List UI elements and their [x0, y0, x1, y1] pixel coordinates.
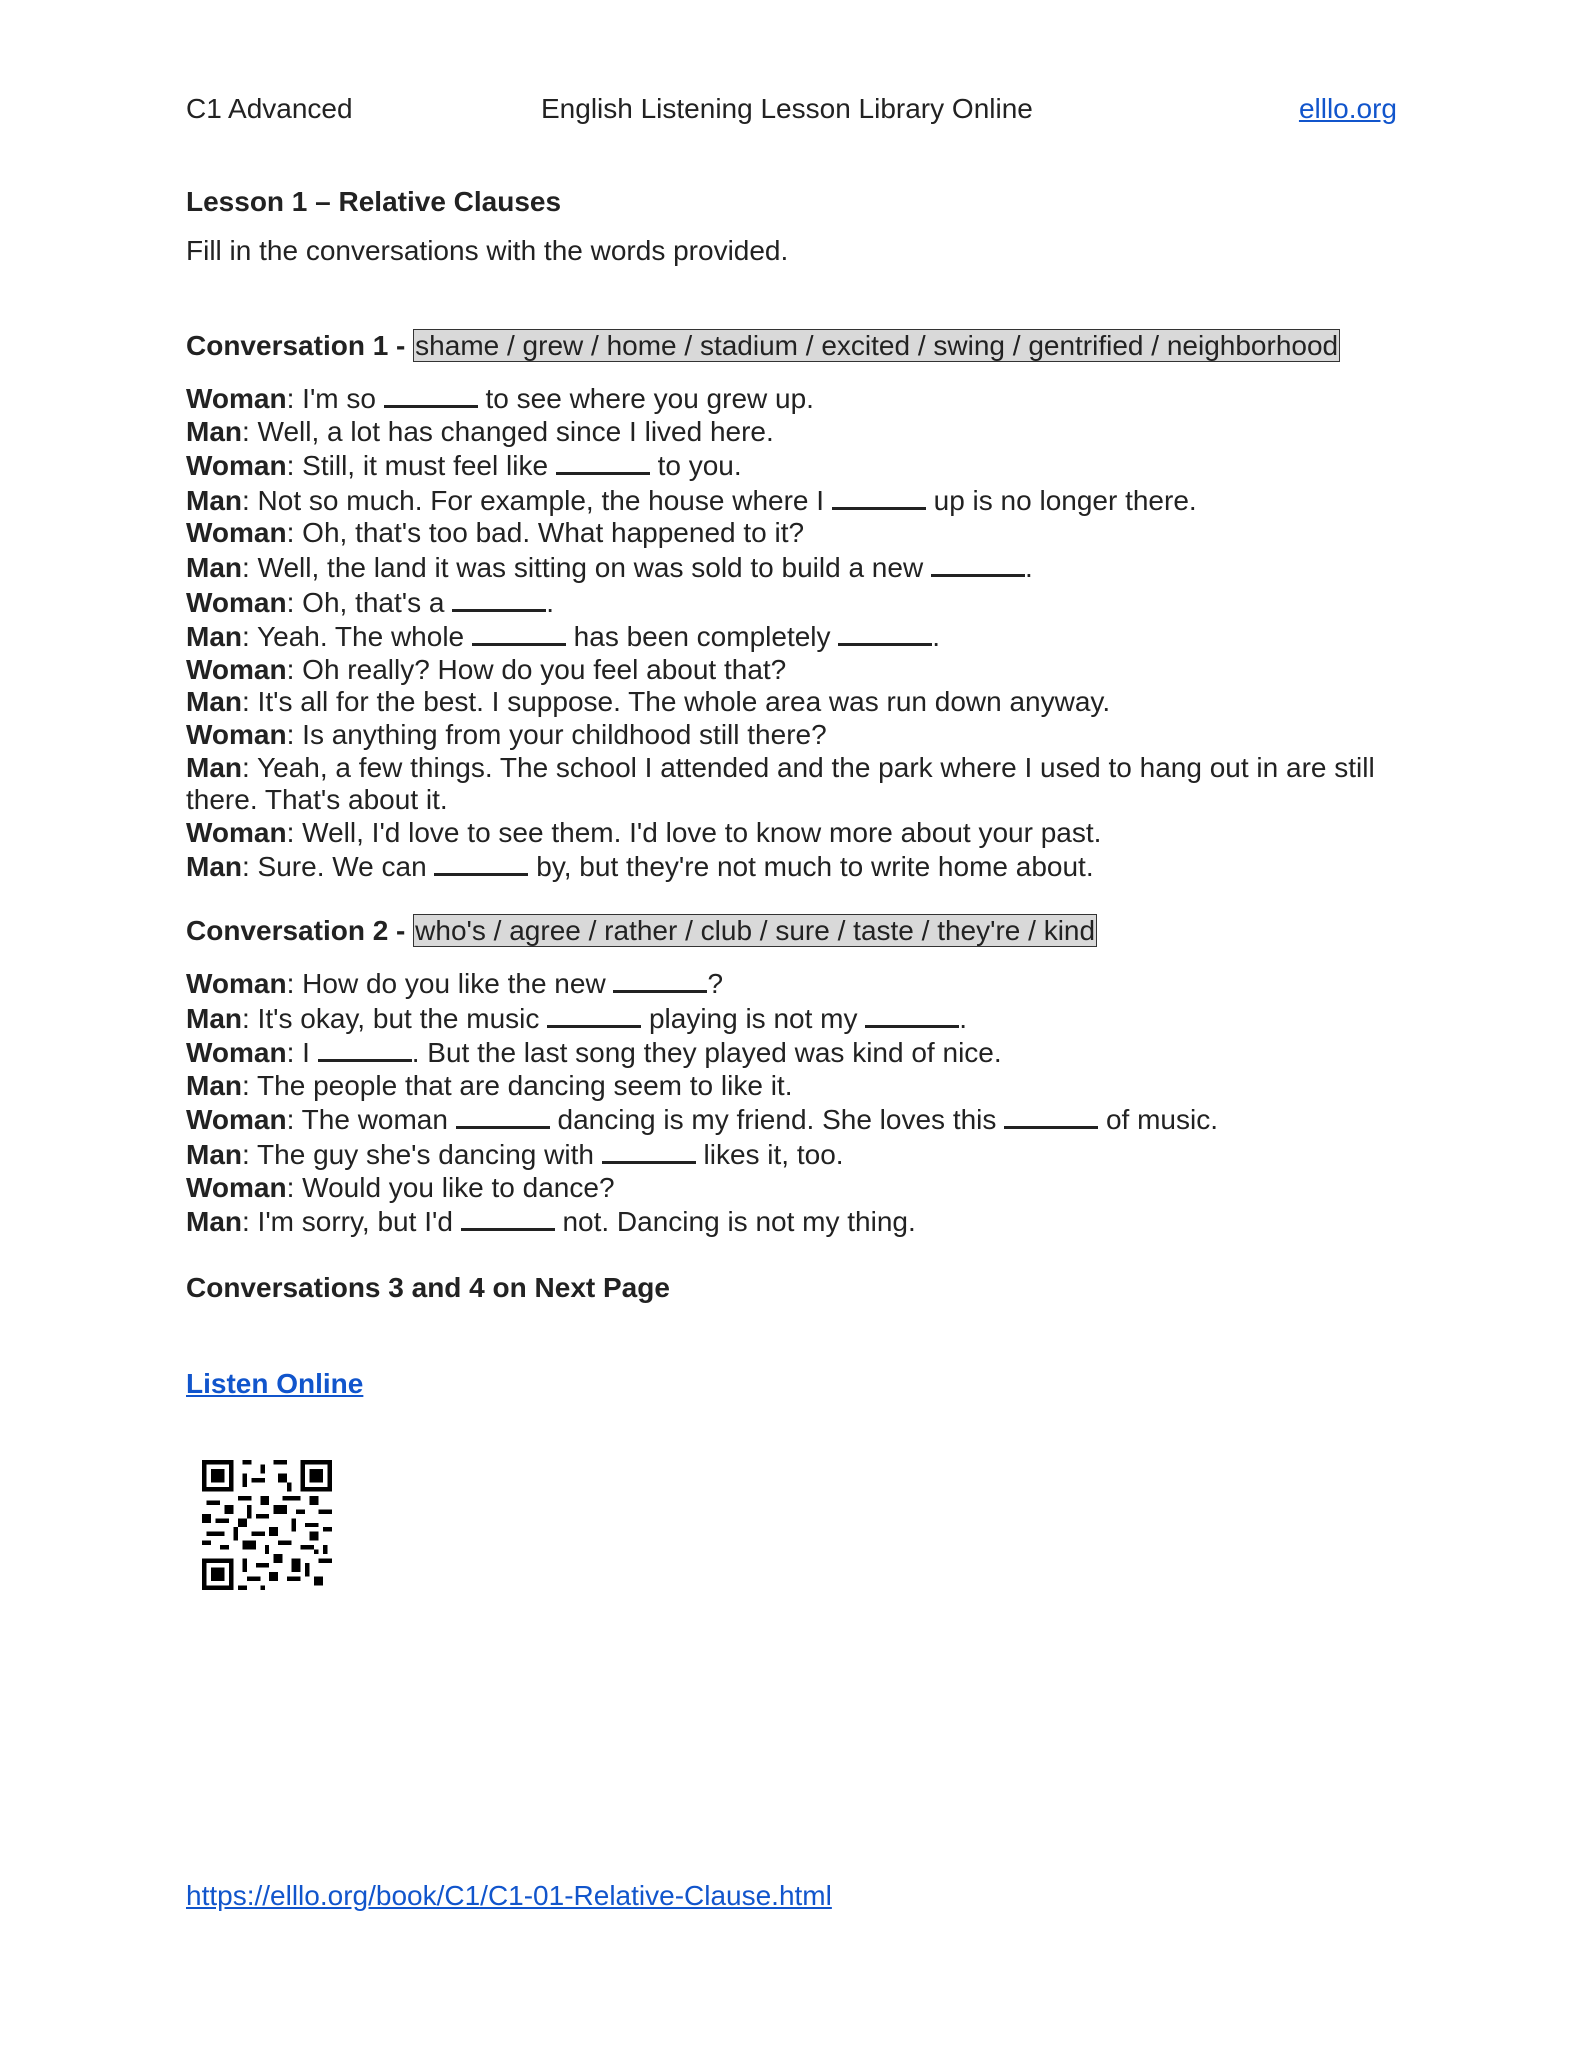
speaker-label: Man [186, 1069, 242, 1101]
line-text: : Not so much. For example, the house where I [242, 484, 832, 516]
speaker-label: Woman [186, 1104, 287, 1136]
answer-blank[interactable] [1004, 1102, 1098, 1129]
answer-blank[interactable] [461, 1204, 555, 1231]
dialogue-line [186, 416, 1386, 449]
conversation-1-dialogue [186, 381, 1386, 884]
dialogue-line [186, 550, 1386, 585]
conversation-1-heading [186, 330, 1340, 362]
line-text: of music. [1098, 1104, 1218, 1136]
line-text: : It's all for the best. I suppose. The whole area was run down anyway. [242, 686, 1111, 718]
dialogue-line [186, 1204, 1386, 1239]
speaker-label: Man [186, 484, 242, 516]
line-text: . [1024, 551, 1033, 583]
dialogue-line [186, 752, 1386, 817]
line-text: : The woman [286, 1104, 456, 1136]
line-text: : I'm so [286, 383, 384, 414]
speaker-label: Man [186, 1002, 242, 1034]
dialogue-line [186, 1172, 1386, 1205]
answer-blank[interactable] [318, 1035, 412, 1062]
site-link[interactable]: elllo.org [1298, 93, 1397, 124]
line-text: to you. [649, 450, 742, 482]
dialogue-line [186, 381, 1386, 416]
listen-online-link[interactable]: Listen Online [186, 1368, 364, 1399]
dialogue-line [186, 1102, 1386, 1137]
speaker-label: Man [186, 621, 242, 653]
dialogue-line [186, 448, 1386, 483]
line-text: : Yeah. The whole [242, 621, 472, 653]
line-text: . But the last song they played was kind of nice. [411, 1037, 1002, 1069]
answer-blank[interactable] [456, 1102, 550, 1129]
dialogue-line [186, 817, 1386, 850]
answer-blank[interactable] [384, 381, 478, 408]
lesson-title: Lesson 1 – Relative Clauses [186, 186, 562, 217]
speaker-label: Man [186, 1206, 242, 1238]
line-text: : Oh, that's too bad. What happened to it? [286, 517, 805, 549]
library-title: English Listening Lesson Library Online [541, 93, 1033, 124]
speaker-label: Man [186, 751, 242, 783]
dialogue-line [186, 585, 1386, 620]
line-text: has been completely [565, 621, 839, 653]
instructions: Fill in the conversations with the words provided. [186, 235, 789, 266]
line-text: : How do you like the new [286, 968, 614, 999]
line-text: : Yeah, a few things. The school I attended and the park where I used to hang out in are still there. That's about it. [186, 751, 1375, 816]
dialogue-line [186, 849, 1386, 884]
speaker-label: Woman [186, 816, 287, 848]
answer-blank[interactable] [602, 1137, 696, 1164]
line-text: : Is anything from your childhood still there? [286, 718, 827, 750]
answer-blank[interactable] [865, 1001, 959, 1028]
dialogue-line [186, 483, 1386, 518]
dialogue-line [186, 619, 1386, 654]
answer-blank[interactable] [832, 483, 926, 510]
line-text: not. Dancing is not my thing. [554, 1206, 916, 1238]
line-text: likes it, too. [695, 1138, 844, 1170]
conversation-1-label: Conversation 1 - [186, 330, 406, 361]
dialogue-line [186, 966, 1386, 1001]
dialogue-line [186, 654, 1386, 687]
speaker-label: Woman [186, 383, 287, 414]
speaker-label: Man [186, 415, 242, 447]
conversation-2-heading [186, 915, 1097, 947]
line-text: : Would you like to dance? [286, 1171, 615, 1203]
speaker-label: Woman [186, 1037, 287, 1069]
line-text: : Well, the land it was sitting on was sold to build a new [242, 551, 931, 583]
line-text: to see where you grew up. [477, 383, 814, 414]
conversation-1-word-bank: shame / grew / home / stadium / excited / swing / gentrified / neighborhood [415, 330, 1339, 361]
level-label: C1 Advanced [186, 93, 353, 124]
line-text: dancing is my friend. She loves this [549, 1104, 1005, 1136]
answer-blank[interactable] [472, 619, 566, 646]
line-text: : Still, it must feel like [286, 450, 556, 482]
conversation-2-label: Conversation 2 - [186, 915, 406, 946]
dialogue-line [186, 1035, 1386, 1070]
dialogue-line [186, 1001, 1386, 1036]
line-text: playing is not my [641, 1002, 866, 1034]
line-text: . [959, 1002, 968, 1034]
dialogue-line [186, 1137, 1386, 1172]
line-text: ? [707, 968, 724, 999]
answer-blank[interactable] [931, 550, 1025, 577]
dialogue-line [186, 1070, 1386, 1103]
line-text: : I'm sorry, but I'd [242, 1206, 461, 1238]
line-text: up is no longer there. [925, 484, 1197, 516]
conversation-2-word-bank: who's / agree / rather / club / sure / taste / they're / kind [415, 915, 1096, 946]
dialogue-line [186, 517, 1386, 550]
speaker-label: Man [186, 686, 242, 718]
line-text: : Sure. We can [242, 851, 435, 883]
answer-blank[interactable] [838, 619, 932, 646]
line-text: : It's okay, but the music [242, 1002, 548, 1034]
line-text: : Well, a lot has changed since I lived here. [242, 415, 774, 447]
line-text: : Oh, that's a [286, 586, 453, 618]
speaker-label: Woman [186, 968, 287, 999]
dialogue-line [186, 719, 1386, 752]
speaker-label: Woman [186, 653, 287, 685]
line-text: : The guy she's dancing with [242, 1138, 602, 1170]
conversation-2-dialogue [186, 966, 1386, 1239]
next-page-note: Conversations 3 and 4 on Next Page [186, 1272, 670, 1303]
lesson-url-link[interactable]: https://elllo.org/book/C1/C1-01-Relative-Clause.html [186, 1880, 832, 1911]
answer-blank[interactable] [613, 966, 707, 993]
line-text: by, but they're not much to write home about. [528, 851, 1094, 883]
page-header [186, 93, 1397, 129]
answer-blank[interactable] [556, 448, 650, 475]
line-text: : Oh really? How do you feel about that? [286, 653, 787, 685]
line-text: : Well, I'd love to see them. I'd love to know more about your past. [286, 816, 1102, 848]
speaker-label: Man [186, 551, 242, 583]
dialogue-line [186, 686, 1386, 719]
speaker-label: Woman [186, 1171, 287, 1203]
line-text: : I [286, 1037, 318, 1069]
line-text: . [932, 621, 941, 653]
line-text: . [546, 586, 555, 618]
qr-code-icon [202, 1460, 332, 1590]
answer-blank[interactable] [452, 585, 546, 612]
answer-blank[interactable] [434, 849, 528, 876]
speaker-label: Woman [186, 517, 287, 549]
speaker-label: Woman [186, 718, 287, 750]
line-text: : The people that are dancing seem to like it. [242, 1069, 793, 1101]
speaker-label: Man [186, 1138, 242, 1170]
speaker-label: Man [186, 851, 242, 883]
speaker-label: Woman [186, 450, 287, 482]
answer-blank[interactable] [547, 1001, 641, 1028]
speaker-label: Woman [186, 586, 287, 618]
